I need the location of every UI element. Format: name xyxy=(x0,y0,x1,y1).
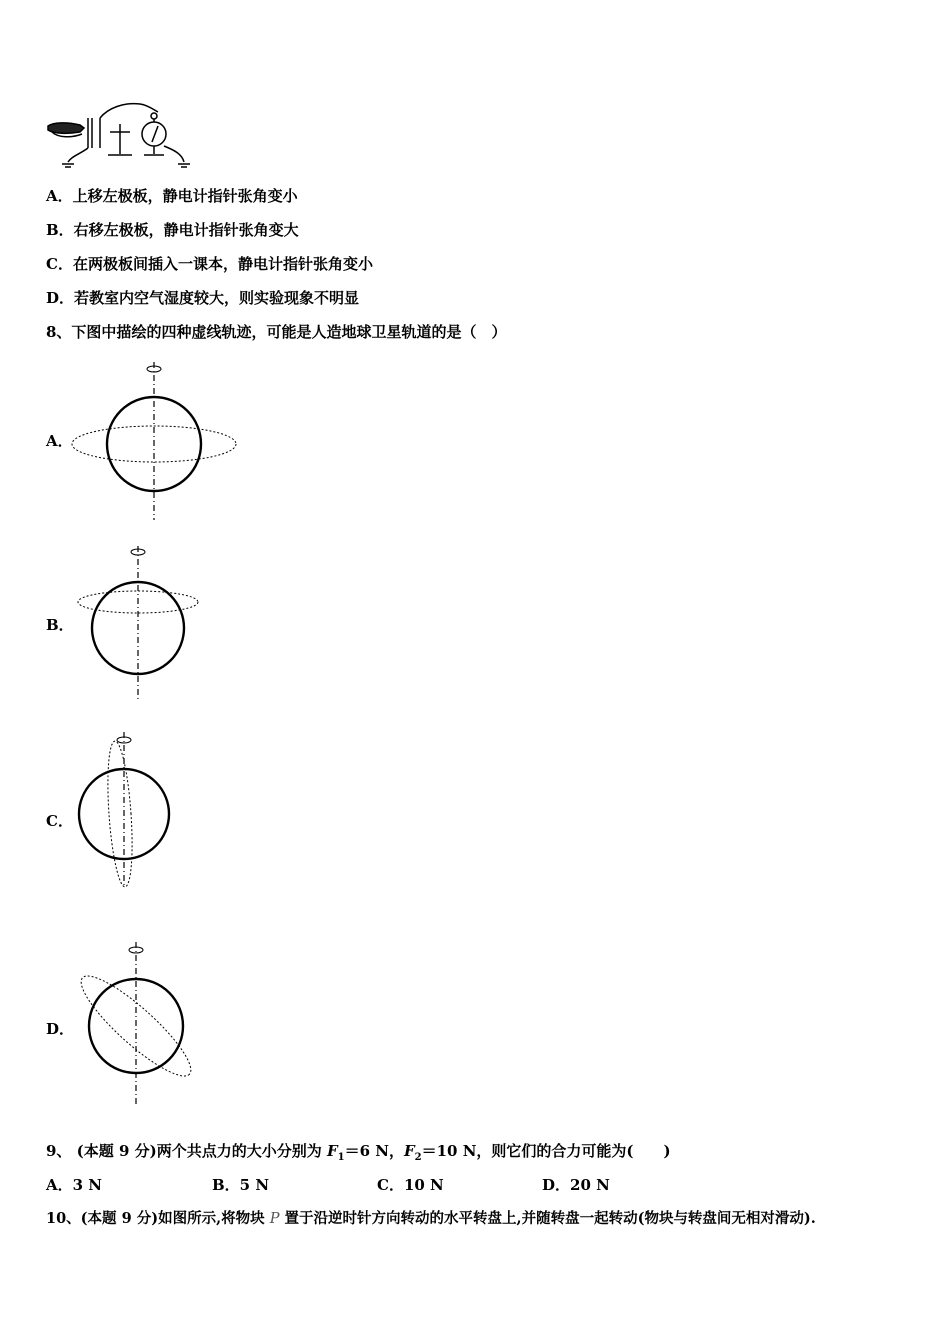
q10-symbol: P xyxy=(269,1211,280,1227)
f1-subscript: 1 xyxy=(337,1152,345,1163)
orbit-figure-b xyxy=(72,542,202,704)
q7-option-d: D．若教室内空气湿度较大，则实验现象不明显 xyxy=(46,289,360,307)
q10-suffix: 置于沿逆时针方向转动的水平转盘上,并随转盘一起转动(物块与转盘间无相对滑动). xyxy=(284,1210,816,1227)
q7-option-a: A．上移左极板，静电计指针张角变小 xyxy=(46,187,298,205)
q8-label-a: A． xyxy=(46,432,73,450)
orbit-figure-a xyxy=(66,358,242,524)
q9-option-c: C．10 N xyxy=(377,1176,444,1194)
q9-option-a: A．3 N xyxy=(46,1176,103,1194)
q8-label-b: B． xyxy=(46,616,74,634)
f1-value: ＝6 N， xyxy=(344,1142,404,1160)
orbit-figure-c xyxy=(72,728,178,892)
q9-option-b: B．5 N xyxy=(212,1176,270,1194)
q8-stem: 8、下图中描绘的四种虚线轨迹，可能是人造地球卫星轨道的是（ ） xyxy=(46,323,507,341)
f2-subscript: 2 xyxy=(414,1152,422,1163)
q9-option-d: D．20 N xyxy=(542,1176,610,1194)
f2-value: ＝10 N，则它们的合力可能为( ) xyxy=(421,1142,671,1160)
q10-stem xyxy=(46,1209,816,1229)
q8-label-d: D． xyxy=(46,1020,75,1038)
q7-option-b: B．右移左极板，静电计指针张角变大 xyxy=(46,221,299,239)
q8-label-c: C． xyxy=(46,812,73,830)
f1-symbol: F xyxy=(326,1142,338,1160)
q9-stem xyxy=(46,1141,671,1168)
orbit-figure-d xyxy=(74,938,198,1108)
electrometer-capacitor-figure xyxy=(44,98,196,170)
q9-prefix: 9、 (本题 9 分)两个共点力的大小分别为 xyxy=(46,1142,327,1160)
f2-symbol: F xyxy=(403,1142,415,1160)
q10-prefix: 10、(本题 9 分)如图所示,将物块 xyxy=(46,1210,265,1227)
q7-option-c: C．在两极板间插入一课本，静电计指针张角变小 xyxy=(46,255,373,273)
